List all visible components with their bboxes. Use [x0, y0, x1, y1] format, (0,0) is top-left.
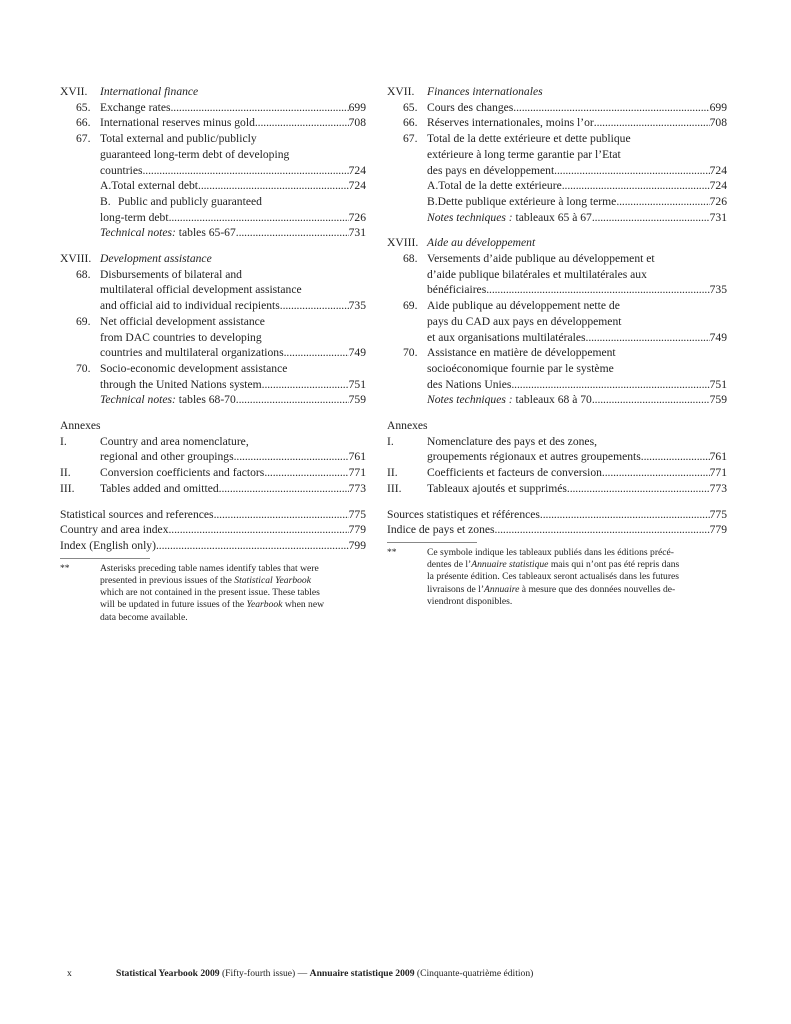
back-matter-line — [387, 522, 727, 538]
notes-prefix: Notes techniques : — [427, 393, 513, 407]
entry-text: Dette publique extérieure à long terme — [437, 194, 617, 208]
footnote-rule — [60, 558, 150, 559]
entry-text: Total de la dette extérieure et dette publique — [427, 132, 631, 146]
page-ref: 724 — [348, 163, 366, 177]
leader-dots — [592, 392, 710, 408]
entry-text: and official aid to individual recipients — [100, 299, 280, 313]
toc-entry — [60, 361, 366, 392]
entry-line — [100, 377, 366, 393]
section-title: Development assistance — [100, 252, 212, 266]
section-heading — [60, 84, 366, 100]
subentry-line — [427, 178, 727, 194]
toc-entry — [387, 298, 727, 345]
entry-line — [100, 361, 366, 377]
section-roman: XVII. — [387, 85, 415, 98]
entry-text: from DAC countries to developing — [100, 330, 262, 344]
entry-text: International reserves minus gold — [100, 116, 255, 130]
leader-dots — [171, 100, 349, 116]
toc-entry — [60, 100, 366, 116]
entry-number: 70. — [403, 346, 418, 360]
entry-line — [427, 100, 727, 116]
footnote-line: Ce symbole indique les tableaux publiés dans les éditions précé- — [427, 546, 674, 558]
leader-dots — [592, 210, 710, 226]
page-ref: 724 — [709, 179, 727, 193]
annex-line — [100, 434, 366, 450]
page-ref: 749 — [348, 346, 366, 360]
footnote-rule — [387, 542, 477, 543]
entry-text: Total de la dette extérieure — [438, 179, 562, 193]
leader-dots — [169, 210, 349, 226]
entry-text: Country and area index — [60, 523, 169, 537]
leader-dots — [234, 449, 349, 465]
section-title: Finances internationales — [427, 85, 543, 98]
annex-roman: II. — [387, 466, 398, 480]
section-title: Aide au développement — [427, 236, 536, 250]
entry-line — [100, 282, 366, 298]
notes-prefix: Technical notes: — [100, 226, 176, 240]
page-ref: 775 — [709, 507, 727, 521]
entry-text: through the United Nations system — [100, 377, 262, 391]
section-heading — [60, 251, 366, 267]
entry-number: 65. — [76, 100, 91, 114]
entry-text: Net official development assistance — [100, 314, 265, 328]
annex-line — [427, 481, 727, 497]
leader-dots — [511, 377, 709, 393]
entry-text: Conversion coefficients and factors — [100, 466, 265, 480]
entry-line — [427, 377, 727, 393]
footnote-line: viendront disponibles. — [427, 595, 513, 607]
entry-text: regional and other groupings — [100, 450, 234, 464]
toc-subentry — [60, 194, 366, 225]
entry-text: multilateral official development assistance — [100, 283, 302, 297]
toc-section — [60, 84, 366, 241]
leader-dots — [280, 298, 349, 314]
annex-line — [427, 449, 727, 465]
spacer — [387, 497, 727, 507]
leader-dots — [255, 115, 349, 131]
annex-item — [387, 481, 727, 497]
page-ref: 773 — [709, 481, 727, 495]
annex-roman: II. — [60, 466, 71, 480]
footnote-line: will be updated in future issues of the Yearbook when new — [100, 599, 325, 611]
entry-text: et aux organisations multilatérales — [427, 330, 586, 344]
leader-dots — [586, 330, 710, 346]
leader-dots — [495, 522, 710, 538]
entry-text: groupements régionaux et autres groupements — [427, 450, 641, 464]
notes-line — [427, 392, 727, 408]
entry-text: Tables added and omitted — [100, 481, 219, 495]
technical-notes — [60, 392, 366, 408]
entry-text: socioéconomique fournie par le système — [427, 361, 614, 375]
footnote-italic: Annuaire statistique — [471, 559, 549, 571]
toc-entry — [60, 314, 366, 361]
footer-title-fr: Annuaire statistique 2009 — [309, 968, 415, 979]
entry-text: Total external debt — [111, 179, 199, 193]
toc-entry — [387, 251, 727, 298]
entry-line — [427, 131, 727, 147]
entry-line — [100, 314, 366, 330]
toc-subentry — [60, 178, 366, 194]
footnote-line: la présente édition. Ces tableaux seront actualisés dans les futures — [427, 571, 680, 583]
section-heading — [387, 84, 727, 100]
entry-line — [100, 267, 366, 283]
notes-line — [100, 392, 366, 408]
page-ref: 708 — [709, 116, 727, 130]
entry-line — [427, 330, 727, 346]
annex-item — [387, 465, 727, 481]
technical-notes — [60, 225, 366, 241]
toc-section — [60, 251, 366, 408]
subentry-line — [100, 178, 366, 194]
entry-line — [427, 251, 727, 267]
toc-entry — [60, 131, 366, 178]
entry-text: d’aide publique bilatérales et multilatérales aux — [427, 267, 647, 281]
annex-roman: I. — [60, 434, 67, 448]
toc-subentry — [387, 178, 727, 194]
entry-line — [100, 147, 366, 163]
toc-entry — [387, 345, 727, 392]
page-ref: 749 — [709, 330, 727, 344]
notes-tables: tables 65-67 — [175, 226, 236, 240]
notes-line — [427, 210, 727, 226]
entry-line — [100, 115, 366, 131]
entry-text: Exchange rates — [100, 100, 171, 114]
entry-text: Index (English only) — [60, 538, 156, 552]
page-ref: 726 — [348, 210, 366, 224]
back-matter-line — [60, 538, 366, 554]
technical-notes — [387, 392, 727, 408]
page-footer — [67, 968, 533, 979]
footnote-mark: ** — [60, 562, 70, 574]
subentry-line — [100, 194, 366, 210]
footnote-line: presented in previous issues of the Statistical Yearbook — [100, 574, 311, 586]
footnote-italic: Yearbook — [246, 599, 283, 611]
entry-number: 69. — [76, 314, 91, 328]
entry-text: bénéficiaires — [427, 283, 487, 297]
annex-line — [100, 465, 366, 481]
toc-entry — [60, 267, 366, 314]
entry-line — [427, 298, 727, 314]
leader-dots — [486, 282, 709, 298]
section-heading — [387, 235, 727, 251]
leader-dots — [236, 392, 349, 408]
leader-dots — [143, 163, 349, 179]
toc-entry — [387, 100, 727, 116]
annex-item — [60, 481, 366, 497]
entry-text: Assistance en matière de développement — [427, 346, 616, 360]
toc-section — [387, 235, 727, 408]
entry-text: Coefficients et facteurs de conversion — [427, 466, 602, 480]
annexes-title: Annexes — [387, 419, 428, 433]
entry-text: Public and publicly guaranteed — [118, 194, 262, 208]
entry-number: 67. — [76, 132, 91, 146]
entry-line — [427, 314, 727, 330]
page-ref: 761 — [709, 450, 727, 464]
subentry-line — [100, 210, 366, 226]
page-ref: 779 — [709, 523, 727, 537]
entry-line — [100, 100, 366, 116]
leader-dots — [198, 178, 349, 194]
page-ref: 699 — [348, 100, 366, 114]
entry-text: guaranteed long-term debt of developing — [100, 147, 290, 161]
notes-text — [427, 392, 592, 408]
entry-line — [427, 163, 727, 179]
footnote-line: Asterisks preceding table names identify tables that were — [100, 562, 319, 574]
footnote-italic: Annuaire — [484, 583, 520, 595]
entry-text: extérieure à long terme garantie par l’Etat — [427, 147, 621, 161]
entry-number: 68. — [76, 267, 91, 281]
technical-notes — [387, 210, 727, 226]
leader-dots — [513, 100, 709, 116]
entry-line — [427, 115, 727, 131]
entry-text: Total external and public/publicly — [100, 132, 257, 146]
footnote-line: data become available. — [100, 611, 188, 623]
page-ref: 724 — [348, 179, 366, 193]
entry-text: Socio-economic development assistance — [100, 361, 288, 375]
entry-line — [427, 361, 727, 377]
entry-text: Nomenclature des pays et des zones, — [427, 434, 597, 448]
section-roman: XVIII. — [60, 252, 92, 266]
entry-text: Disbursements of bilateral and — [100, 267, 242, 281]
subentry-label: B. — [100, 194, 111, 208]
entry-line — [427, 267, 727, 283]
back-matter-line — [387, 507, 727, 523]
notes-tables: tables 68-70 — [175, 393, 236, 407]
entry-number: 70. — [76, 361, 91, 375]
entry-number: 66. — [403, 116, 418, 130]
leader-dots — [540, 507, 710, 523]
notes-prefix: Notes techniques : — [427, 210, 513, 224]
french-column — [387, 84, 727, 608]
page-ref: 771 — [709, 466, 727, 480]
english-column — [60, 84, 366, 624]
leader-dots — [567, 481, 710, 497]
entry-text: Versements d’aide publique au développement et — [427, 252, 655, 266]
entry-line — [427, 345, 727, 361]
notes-tables: tableaux 65 à 67 — [512, 210, 592, 224]
back-matter-line — [60, 522, 366, 538]
page-ref: 731 — [348, 226, 366, 240]
entry-text: Country and area nomenclature, — [100, 434, 249, 448]
footnote-line: dentes de l’Annuaire statistique mais qui n’ont pas été repris dans — [427, 559, 680, 571]
annex-line — [100, 449, 366, 465]
annex-roman: III. — [387, 481, 402, 495]
page-ref: 699 — [709, 100, 727, 114]
leader-dots — [284, 345, 349, 361]
subentry-label: A. — [100, 179, 112, 193]
leader-dots — [214, 507, 349, 523]
entry-text: pays du CAD aux pays en développement — [427, 314, 622, 328]
page-ref: 735 — [348, 299, 366, 313]
page-ref: 726 — [709, 194, 727, 208]
toc-entry — [60, 115, 366, 131]
page-ref: 731 — [709, 210, 727, 224]
page-ref: 735 — [709, 283, 727, 297]
spacer — [60, 497, 366, 507]
leader-dots — [616, 194, 709, 210]
section-roman: XVIII. — [387, 236, 419, 250]
entry-text: Aide publique au développement nette de — [427, 299, 620, 313]
entry-number: 67. — [403, 132, 418, 146]
leader-dots — [264, 465, 348, 481]
page-ref: 708 — [348, 116, 366, 130]
notes-text — [427, 210, 592, 226]
annex-roman: III. — [60, 481, 75, 495]
leader-dots — [562, 178, 710, 194]
annex-item — [60, 465, 366, 481]
leader-dots — [641, 449, 710, 465]
leader-dots — [554, 163, 709, 179]
entry-number: 66. — [76, 116, 91, 130]
entry-line — [100, 298, 366, 314]
page-ref: 724 — [709, 163, 727, 177]
notes-text — [100, 392, 236, 408]
entry-text: Tableaux ajoutés et supprimés — [427, 481, 567, 495]
page-ref: 775 — [348, 507, 366, 521]
entry-number: 69. — [403, 299, 418, 313]
notes-line — [100, 225, 366, 241]
entry-text: des Nations Unies — [427, 377, 512, 391]
subentry-label: B. — [427, 194, 438, 208]
entry-line — [100, 345, 366, 361]
entry-text: Sources statistiques et références — [387, 507, 540, 521]
entry-line — [100, 131, 366, 147]
section-roman: XVII. — [60, 85, 88, 98]
page-ref: 771 — [348, 466, 366, 480]
annex-item — [60, 434, 366, 465]
footnote-mark: ** — [387, 546, 397, 558]
notes-prefix: Technical notes: — [100, 393, 176, 407]
annexes-title: Annexes — [60, 419, 101, 433]
page-ref: 751 — [709, 377, 727, 391]
annex-item — [387, 434, 727, 465]
entry-text: long-term debt — [100, 210, 169, 224]
entry-text: Cours des changes — [427, 100, 514, 114]
page-ref: 799 — [348, 538, 366, 552]
entry-text: countries and multilateral organizations — [100, 346, 284, 360]
entry-text: countries — [100, 163, 143, 177]
page-ref: 751 — [348, 377, 366, 391]
annex-roman: I. — [387, 434, 394, 448]
footnote-line: which are not contained in the present issue. These tables — [100, 587, 320, 599]
page-ref: 773 — [348, 481, 366, 495]
leader-dots — [262, 377, 349, 393]
footer-issue-fr: (Cinquante-quatrième édition) — [414, 968, 534, 979]
page-ref: 759 — [348, 393, 366, 407]
footer-issue-en: (Fifty-fourth issue) — — [219, 968, 310, 979]
subentry-line — [427, 194, 727, 210]
leader-dots — [156, 538, 349, 554]
page-ref: 759 — [709, 393, 727, 407]
footnote — [60, 563, 366, 624]
leader-dots — [602, 465, 710, 481]
toc-entry — [387, 115, 727, 131]
toc-subentry — [387, 194, 727, 210]
entry-line — [100, 163, 366, 179]
entry-number: 68. — [403, 252, 418, 266]
leader-dots — [594, 115, 710, 131]
annex-line — [427, 434, 727, 450]
entry-line — [427, 147, 727, 163]
leader-dots — [169, 522, 349, 538]
entry-text: Statistical sources and references — [60, 507, 214, 521]
page-ref: 779 — [348, 523, 366, 537]
annexes-section — [60, 418, 366, 497]
annex-line — [427, 465, 727, 481]
annex-line — [100, 481, 366, 497]
entry-line — [427, 282, 727, 298]
footer-title-en: Statistical Yearbook 2009 — [116, 968, 220, 979]
annexes-section — [387, 418, 727, 497]
toc-entry — [387, 131, 727, 178]
toc-section — [387, 84, 727, 225]
footnote-line: livraisons de l’Annuaire à mesure que des données nouvelles de- — [427, 583, 676, 595]
footnote — [387, 547, 727, 608]
section-title: International finance — [100, 85, 199, 98]
page-ref: 761 — [348, 450, 366, 464]
back-matter-line — [60, 507, 366, 523]
page-number: x — [67, 968, 72, 979]
entry-text: Réserves internationales, moins l’or — [427, 116, 594, 130]
notes-tables: tableaux 68 à 70 — [512, 393, 592, 407]
leader-dots — [236, 225, 349, 241]
entry-text: Indice de pays et zones — [387, 523, 495, 537]
leader-dots — [219, 481, 349, 497]
notes-text — [100, 225, 236, 241]
entry-number: 65. — [403, 100, 418, 114]
entry-line — [100, 330, 366, 346]
subentry-label: A. — [427, 179, 439, 193]
footnote-italic: Statistical Yearbook — [234, 574, 311, 586]
entry-text: des pays en développement — [427, 163, 555, 177]
